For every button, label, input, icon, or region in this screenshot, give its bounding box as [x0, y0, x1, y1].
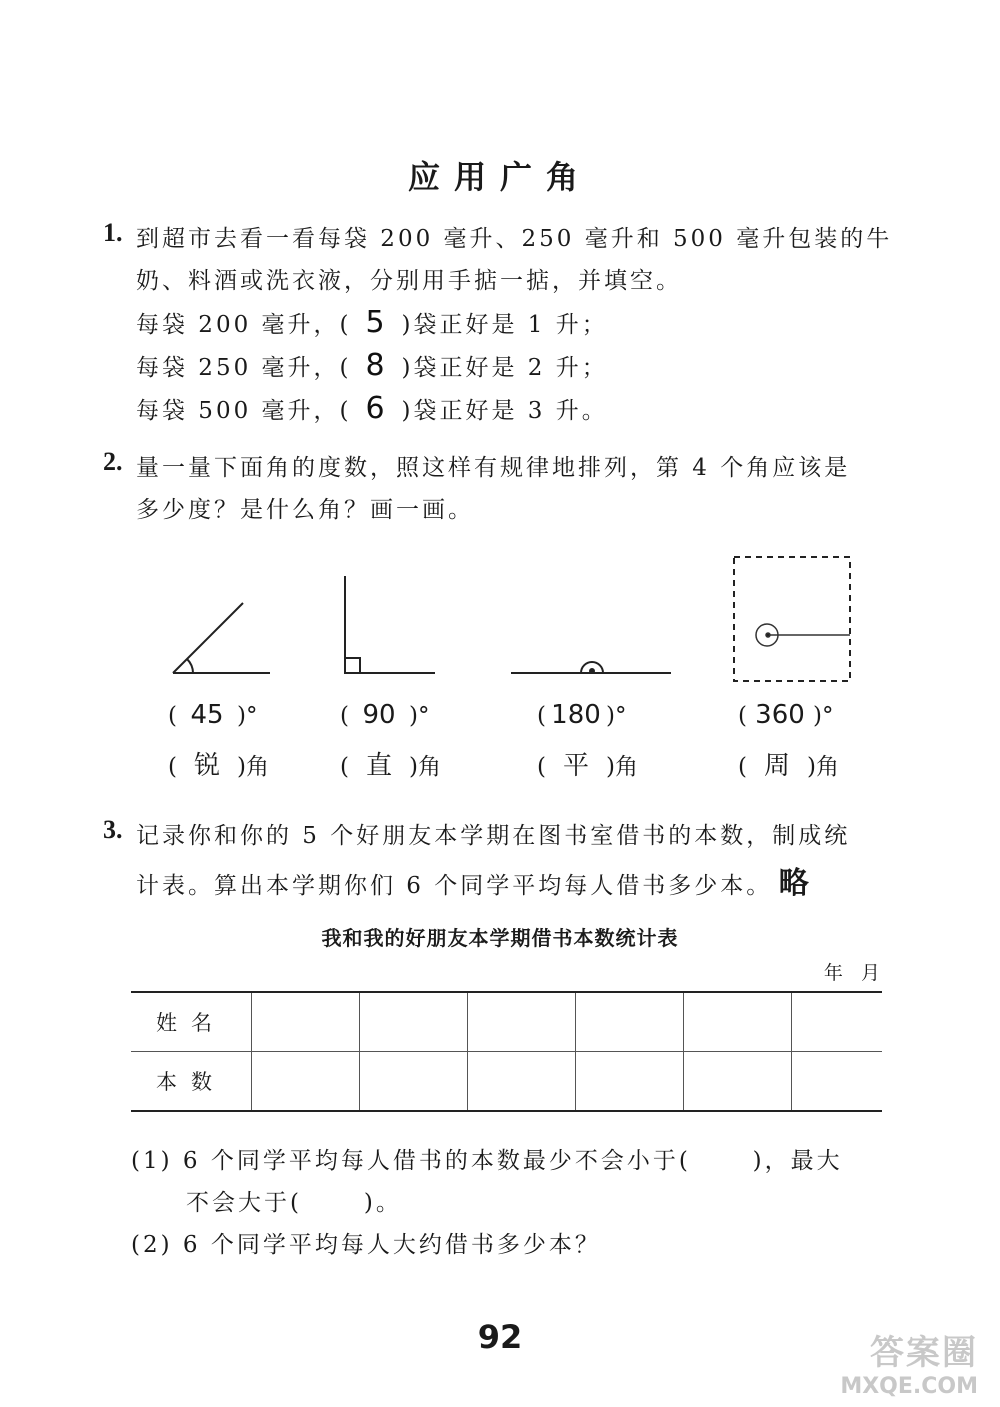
- table-cell[interactable]: [252, 992, 360, 1052]
- row-prefix: 每袋 500 毫升，(: [136, 398, 352, 424]
- question-2-line-1: 量一量下面角的度数，照这样有规律地排列，第 4 个角应该是: [136, 455, 851, 481]
- page-title: 应用广角: [407, 158, 592, 196]
- angle-180-degree-label: ( 180 )°: [537, 700, 627, 730]
- angle-360-drawing-box: [734, 557, 850, 681]
- angle-45-figure: [173, 603, 270, 673]
- handwritten-answer: 平: [562, 751, 589, 781]
- question-3-number: 3.: [103, 815, 123, 844]
- angle-360-type-label: ( 周 )角: [738, 745, 839, 782]
- angle-360-figure: [756, 624, 850, 646]
- row-prefix: 每袋 200 毫升，(: [136, 312, 352, 338]
- handwritten-answer: 360: [755, 700, 805, 730]
- sub-question-2: (2) 6 个同学平均每人大约借书多少本？: [131, 1232, 601, 1258]
- row-prefix: 每袋 250 毫升，(: [136, 355, 352, 381]
- table-cell[interactable]: [360, 1052, 468, 1112]
- table-cell[interactable]: [252, 1052, 360, 1112]
- angle-180-type-label: ( 平 )角: [537, 745, 638, 782]
- angle-90-degree-label: ( 90 )°: [340, 700, 430, 730]
- question-1-number: 1.: [103, 218, 123, 247]
- question-3-line-1: 记录你和你的 5 个好朋友本学期在图书室借书的本数，制成统: [136, 823, 851, 849]
- angle-45-degree-label: ( 45 )°: [168, 700, 258, 730]
- table-row: [131, 992, 882, 1052]
- handwritten-answer: 锐: [193, 751, 220, 781]
- question-1-line-1: 到超市去看一看每袋 200 毫升、250 毫升和 500 毫升包装的牛: [136, 226, 893, 252]
- table-cell[interactable]: [684, 1052, 792, 1112]
- handwritten-answer: 90: [362, 700, 396, 730]
- row-suffix: )袋正好是 1 升；: [401, 312, 608, 338]
- handwritten-note: 略: [778, 866, 812, 901]
- table-cell[interactable]: [792, 992, 882, 1052]
- row-header-count: 本数: [131, 1052, 252, 1112]
- watermark-logo: 答案圈 MXQE.COM: [840, 1333, 978, 1399]
- angle-180-figure: [511, 662, 671, 673]
- question-1-row: [136, 305, 608, 340]
- table-cell[interactable]: [360, 992, 468, 1052]
- table-cell[interactable]: [468, 1052, 576, 1112]
- sub-question-1-line-1: (1) 6 个同学平均每人借书的本数最少不会小于( )，最大: [131, 1148, 843, 1174]
- row-suffix: )袋正好是 2 升；: [401, 355, 608, 381]
- sub-question-1-line-2: 不会大于( )。: [186, 1190, 402, 1216]
- page-number: 92: [477, 1318, 523, 1356]
- angle-90-figure: [345, 576, 435, 673]
- handwritten-answer: 180: [551, 700, 601, 730]
- question-1-line-2: 奶、料酒或洗衣液，分别用手掂一掂，并填空。: [136, 268, 682, 294]
- question-2-number: 2.: [103, 447, 123, 476]
- table-cell[interactable]: [468, 992, 576, 1052]
- row-suffix: )袋正好是 3 升。: [401, 398, 608, 424]
- table-cell[interactable]: [576, 1052, 684, 1112]
- angle-90-type-label: ( 直 )角: [340, 745, 441, 782]
- angle-45-type-label: ( 锐 )角: [168, 745, 269, 782]
- table-row: [131, 1052, 882, 1112]
- table-cell[interactable]: [684, 992, 792, 1052]
- handwritten-answer: 直: [365, 751, 392, 781]
- date-label: 年 月: [823, 962, 882, 984]
- table-title: 我和我的好朋友本学期借书本数统计表: [321, 926, 679, 950]
- table-cell[interactable]: [792, 1052, 882, 1112]
- handwritten-answer: 45: [190, 700, 224, 730]
- angle-diagrams: [0, 540, 1000, 690]
- question-3-line-2: 计表。算出本学期你们 6 个同学平均每人借书多少本。 略: [136, 858, 818, 902]
- question-2-line-2: 多少度？是什么角？画一画。: [136, 497, 474, 523]
- handwritten-answer: 6: [365, 391, 388, 426]
- handwritten-answer: 5: [365, 305, 388, 340]
- table-cell[interactable]: [576, 992, 684, 1052]
- book-count-table: [131, 991, 882, 1112]
- handwritten-answer: 8: [365, 348, 388, 383]
- row-header-name: 姓名: [131, 992, 252, 1052]
- question-1-row: [136, 391, 608, 426]
- angle-360-degree-label: ( 360 )°: [738, 700, 834, 730]
- question-1-row: [136, 348, 608, 383]
- handwritten-answer: 周: [763, 751, 790, 781]
